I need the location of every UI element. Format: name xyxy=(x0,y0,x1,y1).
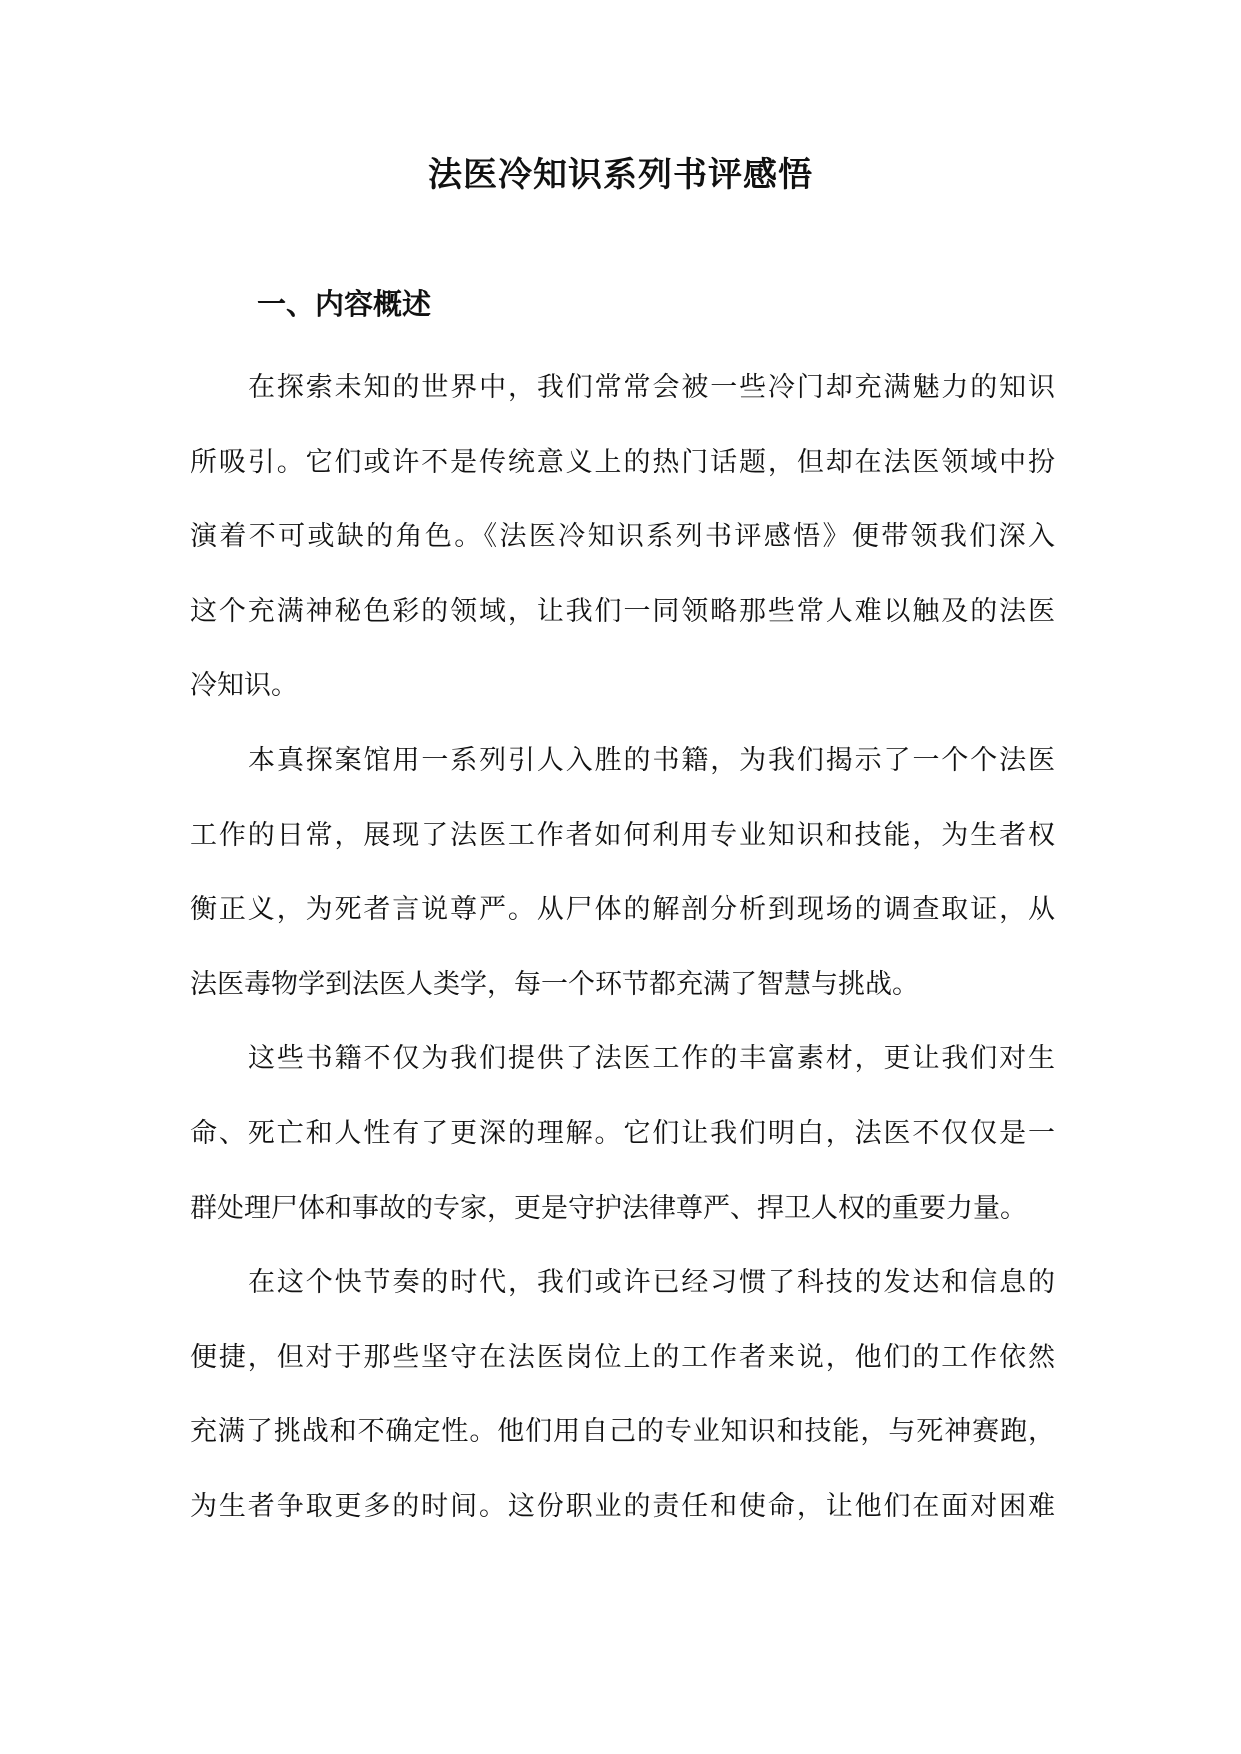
text-line: 法医毒物学到法医人类学，每一个环节都充满了智慧与挑战。 xyxy=(190,968,919,1000)
text-line: 充满了挑战和不确定性。他们用自己的专业知识和技能，与死神赛跑， xyxy=(190,1416,1055,1448)
text-line: 群处理尸体和事故的专家，更是守护法律尊严、捍卫人权的重要力量。 xyxy=(190,1192,1027,1224)
text-line: 工作的日常，展现了法医工作者如何利用专业知识和技能，为生者权 xyxy=(190,819,1055,851)
text-line: 这些书籍不仅为我们提供了法医工作的丰富素材，更让我们对生 xyxy=(248,1043,1055,1075)
text-line: 在探索未知的世界中，我们常常会被一些冷门却充满魅力的知识 xyxy=(248,372,1055,403)
text-line: 所吸引。它们或许不是传统意义上的热门话题，但却在法医领域中扮 xyxy=(190,446,1055,478)
text-line: 本真探案馆用一系列引人入胜的书籍，为我们揭示了一个个法医 xyxy=(248,744,1055,776)
section-heading: 一、内容概述 xyxy=(257,287,432,321)
text-line: 演着不可或缺的角色。《法医冷知识系列书评感悟》便带领我们深入 xyxy=(190,521,1055,553)
text-line: 为生者争取更多的时间。这份职业的责任和使命，让他们在面对困难 xyxy=(190,1490,1055,1522)
text-line: 便捷，但对于那些坚守在法医岗位上的工作者来说，他们的工作依然 xyxy=(190,1341,1055,1373)
text-line: 冷知识。 xyxy=(190,670,298,702)
text-line: 这个充满神秘色彩的领域，让我们一同领略那些常人难以触及的法医 xyxy=(190,595,1055,627)
text-line: 在这个快节奏的时代，我们或许已经习惯了科技的发达和信息的 xyxy=(248,1267,1055,1299)
document-title: 法医冷知识系列书评感悟 xyxy=(428,155,813,195)
text-line: 命、死亡和人性有了更深的理解。它们让我们明白，法医不仅仅是一 xyxy=(190,1117,1055,1149)
text-line: 衡正义，为死者言说尊严。从尸体的解剖分析到现场的调查取证，从 xyxy=(190,894,1055,926)
body-text xyxy=(190,368,1055,1562)
